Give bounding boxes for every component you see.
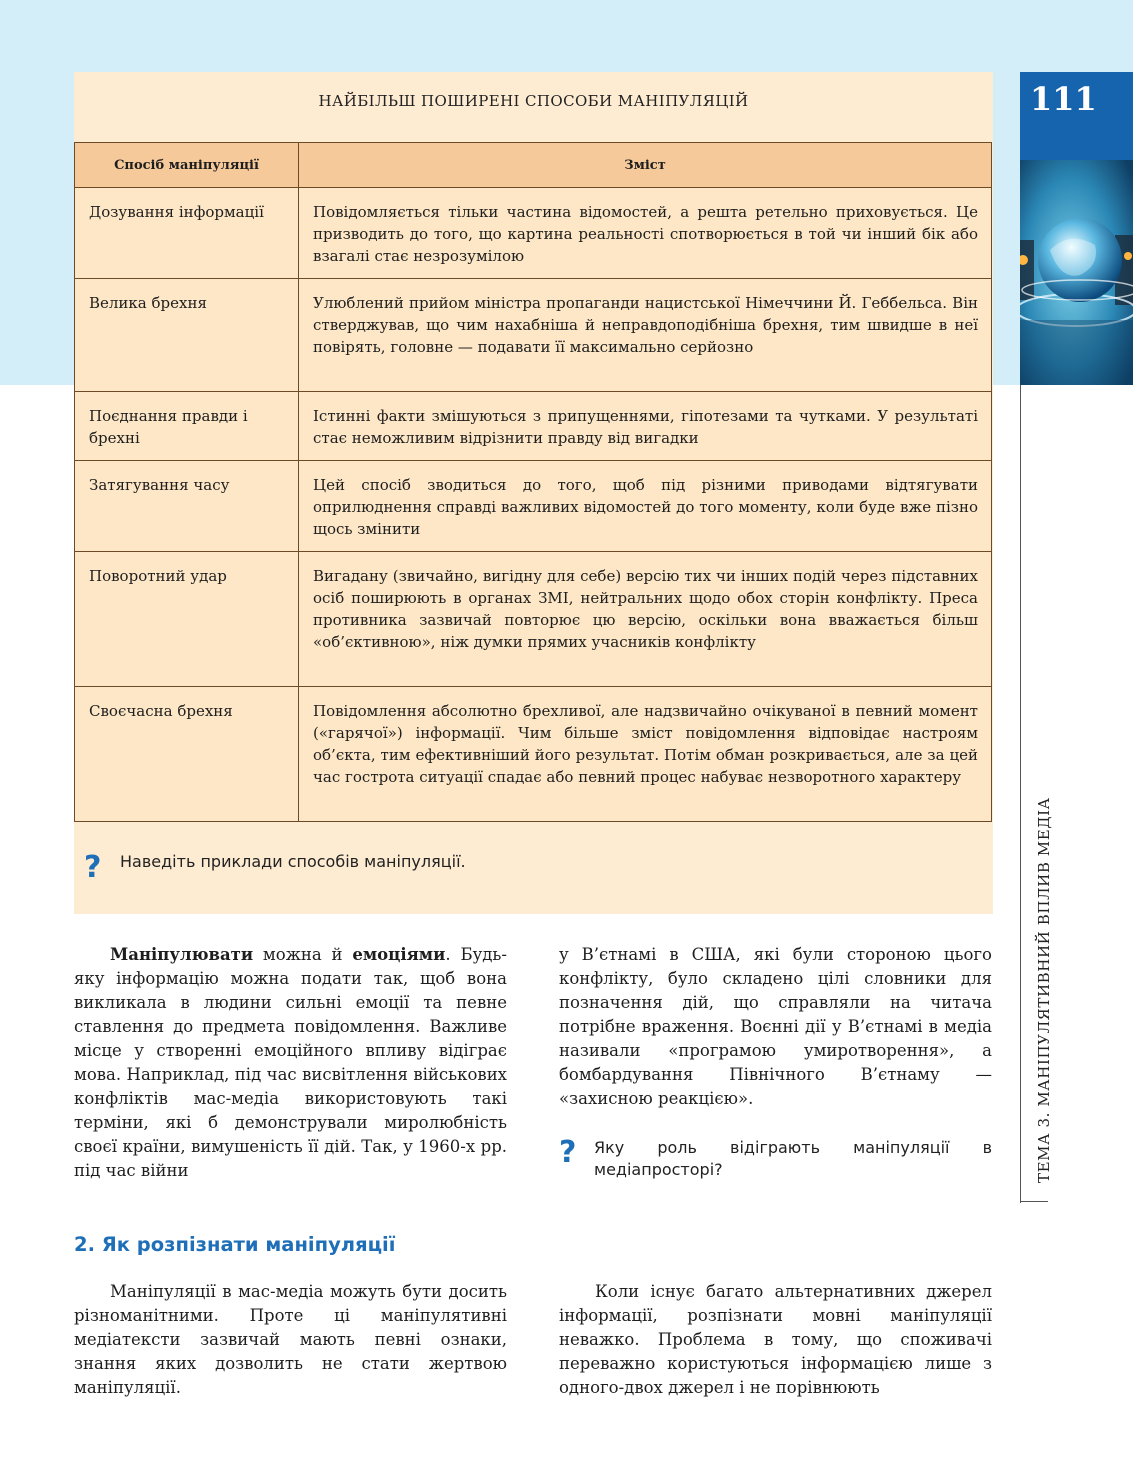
table-row: [75, 279, 992, 392]
method-cell: Поворотний удар: [75, 552, 299, 687]
content-cell: Повідомлення абсолютно брехливої, але надзвичайно очікуваної в певний момент («гарячої») інформації. Чим більше зміст повідомлення відповідає настроям об’єкта, тим ефективніший його результат. Потім обман розкривається, але за цей час гострота ситуації спадає або певний процес набуває незворотного характеру: [299, 687, 992, 822]
method-cell: Велика брехня: [75, 279, 299, 392]
header-method: Спосіб маніпуляції: [75, 143, 299, 188]
section-left-paragraph: [74, 1280, 507, 1400]
side-divider-line: [1020, 385, 1021, 1203]
page-number: 111: [1030, 80, 1097, 118]
table-row: [75, 392, 992, 461]
method-cell: Поєднання правди і брехні: [75, 392, 299, 461]
table-row: [75, 461, 992, 552]
section-right-paragraph: [559, 1280, 992, 1400]
bold-term: емоціями: [352, 945, 446, 964]
section-heading: 2. Як розпізнати маніпуляції: [74, 1233, 396, 1256]
right-column-paragraph: [559, 943, 992, 1111]
bold-term: Маніпулювати: [110, 945, 254, 964]
paragraph-text: . Будь-яку інформацію можна подати так, щоб вона викликала в людини сильні емоції та певне ставлення до предмета повідомлення. Важливе місце у створенні емоційного впливу відіграє мова. Наприклад, під час висвітлення військових конфліктів мас-медіа використовують такі терміни, які б демонстрували миролюбність своєї країни, вимушеність її дій. Так, у 1960-х рр. під час війни: [74, 945, 507, 1180]
table-header-row: [75, 143, 992, 188]
question-icon: ?: [559, 1135, 577, 1170]
content-cell: Улюблений прийом міністра пропаганди нацистської Німеччини Й. Геббельса. Він стверджував, що чим нахабніша й неправдоподібніша брехня, тим швидше в неї повірять, головне — подавати її максимально серйозно: [299, 279, 992, 392]
table-row: [75, 552, 992, 687]
globe-illustration: [1020, 160, 1133, 385]
question-text: Яку роль відіграють маніпуляції в медіапросторі?: [594, 1138, 992, 1179]
manipulation-methods-table: [74, 142, 992, 822]
content-cell: Істинні факти змішуються з припущеннями, гіпотезами та чутками. У результаті стає неможливим відрізнити правду від вигадки: [299, 392, 992, 461]
question-icon: ?: [84, 850, 102, 885]
method-cell: Дозування інформації: [75, 188, 299, 279]
paragraph-text: можна й: [253, 945, 353, 964]
content-cell: Повідомляється тільки частина відомостей, а решта ретельно приховується. Це призводить до того, що картина реальності спотворюється в той чи інший бік або взагалі стає незрозумілою: [299, 188, 992, 279]
box-title: НАЙБІЛЬШ ПОШИРЕНІ СПОСОБИ МАНІПУЛЯЦІЙ: [318, 92, 749, 110]
method-cell: Своєчасна брехня: [75, 687, 299, 822]
side-divider-tick: [1020, 1201, 1048, 1202]
left-column-paragraph: [74, 943, 507, 1183]
topic-side-label: ТЕМА 3. МАНІПУЛЯТИВНИЙ ВПЛИВ МЕДІА: [1035, 797, 1053, 1183]
paragraph-text: Коли існує багато альтернативних джерел інформації, розпізнати мовні маніпуляції неважко. Проблема в тому, що споживачі переважно користуються інформацією лише з одного-двох джерел і не порівнюють: [559, 1282, 992, 1397]
content-cell: Цей спосіб зводиться до того, щоб під різними приводами відтягувати оприлюднення справді важливих відомостей до того моменту, коли буде вже пізно щось змінити: [299, 461, 992, 552]
paragraph-text: у В’єтнамі в США, які були стороною цього конфлікту, було складено цілі словники для позначення дій, що справляли на читача потрібне враження. Воєнні дії у В’єтнамі в медіа називали «програмою умиротворення», а бомбардування Північного В’єтнаму — «захисною реакцією».: [559, 945, 992, 1108]
content-cell: Вигадану (звичайно, вигідну для себе) версію тих чи інших подій через підставних осіб поширюють в органах ЗМІ, нейтральних щодо обох сторін конфлікту. Преса противника зазвичай повторює цю версію, оскільки вона вважається більш «об’єктивною», ніж думки прямих учасників конфлікту: [299, 552, 992, 687]
header-content: Зміст: [299, 143, 992, 188]
question-text: Наведіть приклади способів маніпуляції.: [120, 852, 466, 871]
table-row: [75, 687, 992, 822]
table-row: [75, 188, 992, 279]
paragraph-text: Маніпуляції в мас-медіа можуть бути досить різноманітними. Проте ці маніпулятивні медіатексти зазвичай мають певні ознаки, знання яких дозволить не стати жертвою маніпуляції.: [74, 1282, 507, 1397]
method-cell: Затягування часу: [75, 461, 299, 552]
